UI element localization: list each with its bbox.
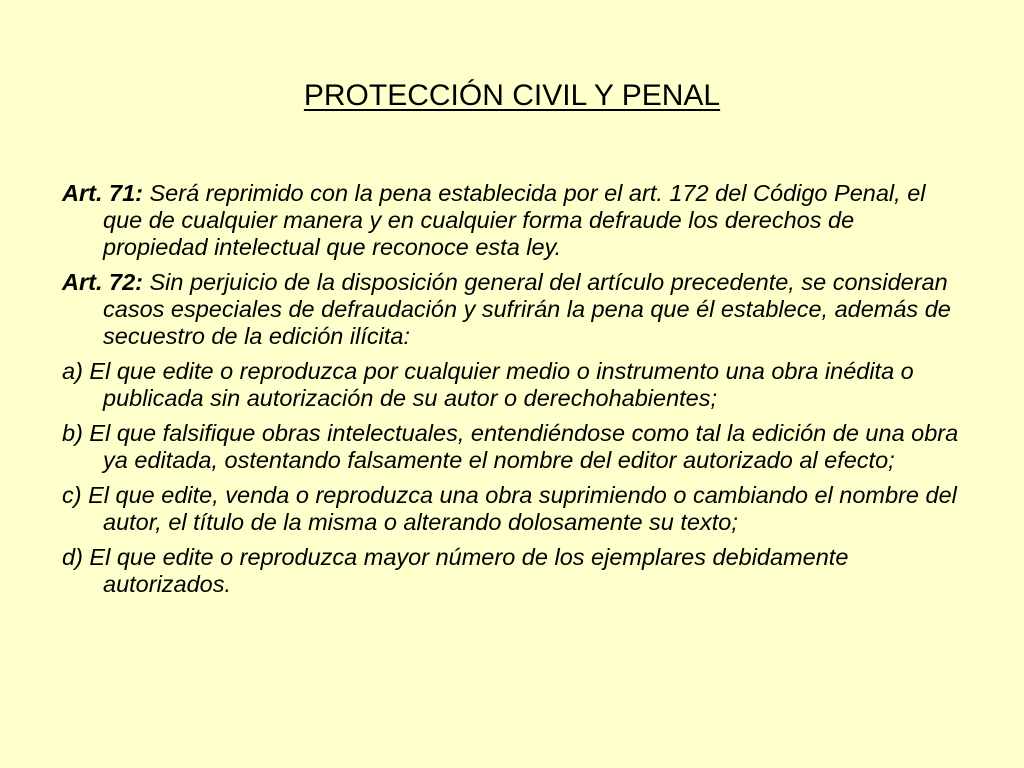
list-item-c: c) El que edite, venda o reproduzca una obra suprimiendo o cambiando el nombre del autor, el título de la misma o alterando dolosamente su texto; [62,482,957,535]
list-item-a: a) El que edite o reproduzca por cualquier medio o instrumento una obra inédita o publicada sin autorización de su autor o derechohabientes; [62,358,914,411]
article-label: Art. 72: [62,269,143,295]
article-text: Sin perjuicio de la disposición general del artículo precedente, se consideran casos especiales de defraudación y sufrirán la pena que él establece, además de secuestro de la edición ilícita: [103,269,951,349]
article-71 [62,180,962,261]
article-72 [62,269,962,350]
article-text: Será reprimido con la pena establecida por el art. 172 del Código Penal, el que de cualquier manera y en cualquier forma defraude los derechos de propiedad intelectual que reconoce esta ley. [103,180,926,260]
list-item-d: d) El que edite o reproduzca mayor número de los ejemplares debidamente autorizados. [62,544,849,597]
slide-body [62,180,962,606]
article-label: Art. 71: [62,180,143,206]
list-item-b: b) El que falsifique obras intelectuales, entendiéndose como tal la edición de una obra ya editada, ostentando falsamente el nombre del editor autorizado al efecto; [62,420,959,473]
slide-title: PROTECCIÓN CIVIL Y PENAL [303,79,721,112]
